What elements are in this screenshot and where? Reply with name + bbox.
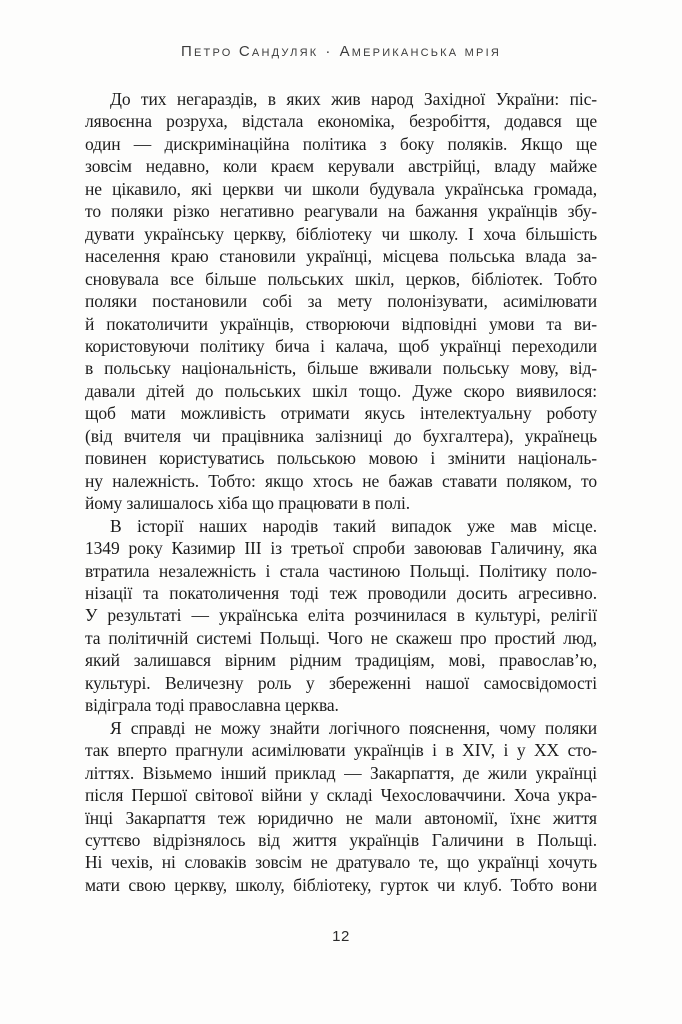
- text-line: після Першої світової війни у складі Чехословаччини. Хоча укра-: [85, 785, 597, 806]
- text-line: дувати українську церкву, бібліотеку чи школу. І хоча більшість: [85, 223, 597, 244]
- text-line: їнці Закарпаття теж юридично не мали автономії, їхнє життя: [85, 807, 597, 828]
- text-line: 1349 року Казимир III із третьої спроби завоював Галичину, яка: [85, 538, 597, 559]
- text-line: Я справді не можу знайти логічного пояснення, чому поляки: [110, 717, 597, 738]
- text-line: ну належність. Тобто: якщо хтось не бажав ставати поляком, то: [85, 470, 597, 491]
- text-line: До тих негараздів, в яких жив народ Західної України: піс-: [110, 89, 597, 109]
- text-line: зовсім недавно, коли краєм керували австрійці, владу майже: [85, 156, 597, 177]
- text-line: та політичній системі Польщі. Чого не скажеш про простий люд,: [85, 627, 597, 648]
- paragraph-2: [85, 515, 597, 717]
- text-line: йому залишалось хіба що працювати в полі.: [85, 493, 411, 514]
- text-line: відіграла тоді православна церква.: [85, 695, 339, 716]
- text-line: Ні чехів, ні словаків зовсім не дратувало те, що українці хочуть: [85, 852, 597, 873]
- text-line: й покатоличити українців, створюючи відповідні умови та ви-: [85, 313, 597, 334]
- text-line: то поляки різко негативно реагували на бажання українців збу-: [85, 201, 597, 222]
- page-number: 12: [332, 928, 350, 945]
- author-name: Петро Сандуляк: [181, 43, 319, 60]
- text-line: лявоєнна розруха, відстала економіка, безробіття, додався ще: [85, 111, 597, 132]
- text-line: користовуючи політику бича і калача, щоб українці переходили: [85, 335, 597, 356]
- running-header: [0, 43, 682, 60]
- text-line: один — дискримінаційна політика з боку поляків. Якщо ще: [85, 133, 597, 154]
- text-line: У результаті — українська еліта розчинилася в культурі, релігії: [85, 605, 597, 626]
- text-line: нізації та покатоличення тоді теж проводили досить агресивно.: [85, 582, 597, 603]
- text-line: культурі. Величезну роль у збереженні нашої самосвідомості: [85, 672, 597, 693]
- text-line: мати свою церкву, школу, бібліотеку, гурток чи клуб. Тобто вони: [85, 874, 597, 895]
- text-line: В історії наших народів такий випадок уже мав місце.: [110, 515, 597, 536]
- text-line: давали дітей до польських шкіл тощо. Дуже скоро виявилося:: [85, 380, 597, 401]
- text-line: повинен користуватись польською мовою і змінити національ-: [85, 448, 597, 469]
- text-line: щоб мати можливість отримати якусь інтелектуальну роботу: [85, 403, 597, 424]
- text-line: населення краю становили українці, місцева польська влада за-: [85, 246, 597, 267]
- text-line: сновувала все більше польських шкіл, церков, бібліотек. Тобто: [85, 268, 597, 289]
- text-line: в польську національність, більше вживали польську мову, від-: [85, 358, 597, 379]
- paragraph-1: [85, 88, 597, 515]
- header-separator: ·: [325, 43, 333, 60]
- text-line: який залишався вірним рідним традиціям, мові, православ’ю,: [85, 650, 597, 671]
- text-line: втратила незалежність і стала частиною Польщі. Політику поло-: [85, 560, 597, 581]
- text-line: поляки постановили собі за мету полонізувати, асимілювати: [85, 291, 597, 312]
- paragraph-3: [85, 717, 597, 897]
- text-block: [85, 88, 597, 896]
- text-line: суттєво відрізнялось від життя українців Галичини в Польщі.: [85, 829, 597, 850]
- text-line: літтях. Візьмемо інший приклад — Закарпаття, де жили українці: [85, 762, 597, 783]
- text-line: (від вчителя чи працівника залізниці до бухгалтера), українець: [85, 425, 597, 446]
- text-line: не цікавило, які церкви чи школи будувала українська громада,: [85, 178, 597, 199]
- book-title: Американська мрія: [339, 43, 501, 60]
- text-line: так вперто прагнули асимілювати українців і в XIV, і у XX сто-: [85, 740, 597, 761]
